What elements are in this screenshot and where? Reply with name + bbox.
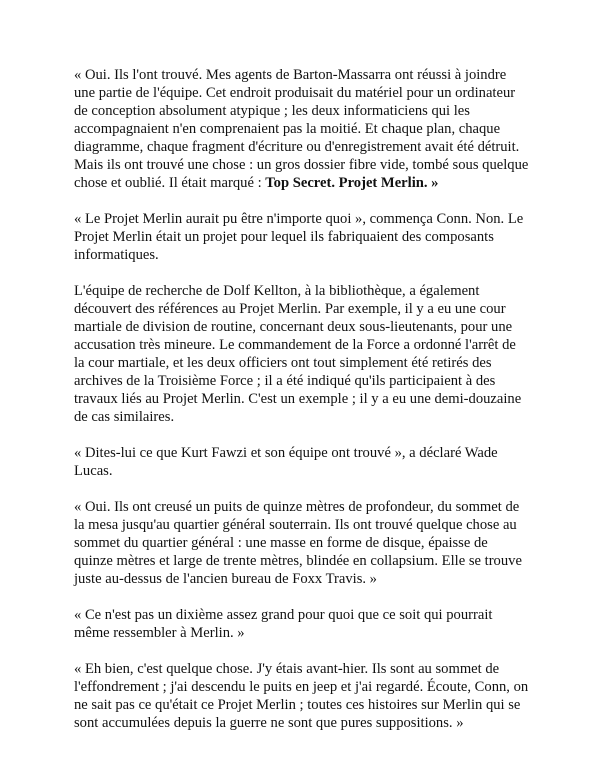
paragraph-6: « Ce n'est pas un dixième assez grand pour quoi que ce soit qui pourrait même ressembler à Merlin. »: [74, 607, 493, 641]
paragraph-1-bold-text: Top Secret. Projet Merlin. »: [265, 175, 439, 191]
paragraph-3: L'équipe de recherche de Dolf Kellton, à la bibliothèque, a également découvert des références au Projet Merlin. Par exemple, il y a eu une cour martiale de division de routine, concernant deux sous-lieutenants, pour une accusation très mineure. Le commandement de la Force a ordonné l'arrêt de la cour martiale, et les deux officiers ont tout simplement été retirés des archives de la Troisième Force ; il a été indiqué qu'ils participaient à des travaux liés au Projet Merlin. C'est un exemple ; il y a eu une demi-douzaine de cas similaires.: [74, 283, 522, 425]
paragraph-1: [74, 66, 530, 192]
document-page: [74, 66, 530, 750]
paragraph-4: « Dites-lui ce que Kurt Fawzi et son équipe ont trouvé », a déclaré Wade Lucas.: [74, 445, 498, 479]
paragraph-1-text: « Oui. Ils l'ont trouvé. Mes agents de Barton-Massarra ont réussi à joindre une partie de l'équipe. Cet endroit produisait du matériel pour un ordinateur de conception absolument atypique ; les deux informaticiens qui les accompagnaient n'en comprenaient pas la moitié. Et chaque plan, chaque diagramme, chaque fragment d'écriture ou d'enregistrement avait été détruit. Mais ils ont trouvé une chose : un gros dossier fibre vide, tombé sous quelque chose et oublié. Il était marqué :: [74, 67, 529, 191]
paragraph-2: « Le Projet Merlin aurait pu être n'importe quoi », commença Conn. Non. Le Projet Merlin était un projet pour lequel ils fabriquaient des composants informatiques.: [74, 211, 524, 263]
paragraph-7: « Eh bien, c'est quelque chose. J'y étais avant-hier. Ils sont au sommet de l'effondrement ; j'ai descendu le puits en jeep et j'ai regardé. Écoute, Conn, on ne sait pas ce qu'était ce Projet Merlin ; toutes ces histoires sur Merlin qui se sont accumulées depuis la guerre ne sont que pures suppositions. »: [74, 661, 529, 731]
paragraph-5: « Oui. Ils ont creusé un puits de quinze mètres de profondeur, du sommet de la mesa jusqu'au quartier général souterrain. Ils ont trouvé quelque chose au sommet du quartier général : une masse en forme de disque, épaisse de quinze mètres et large de trente mètres, blindée en collapsium. Elle se trouve juste au-dessus de l'ancien bureau de Foxx Travis. »: [74, 499, 522, 587]
